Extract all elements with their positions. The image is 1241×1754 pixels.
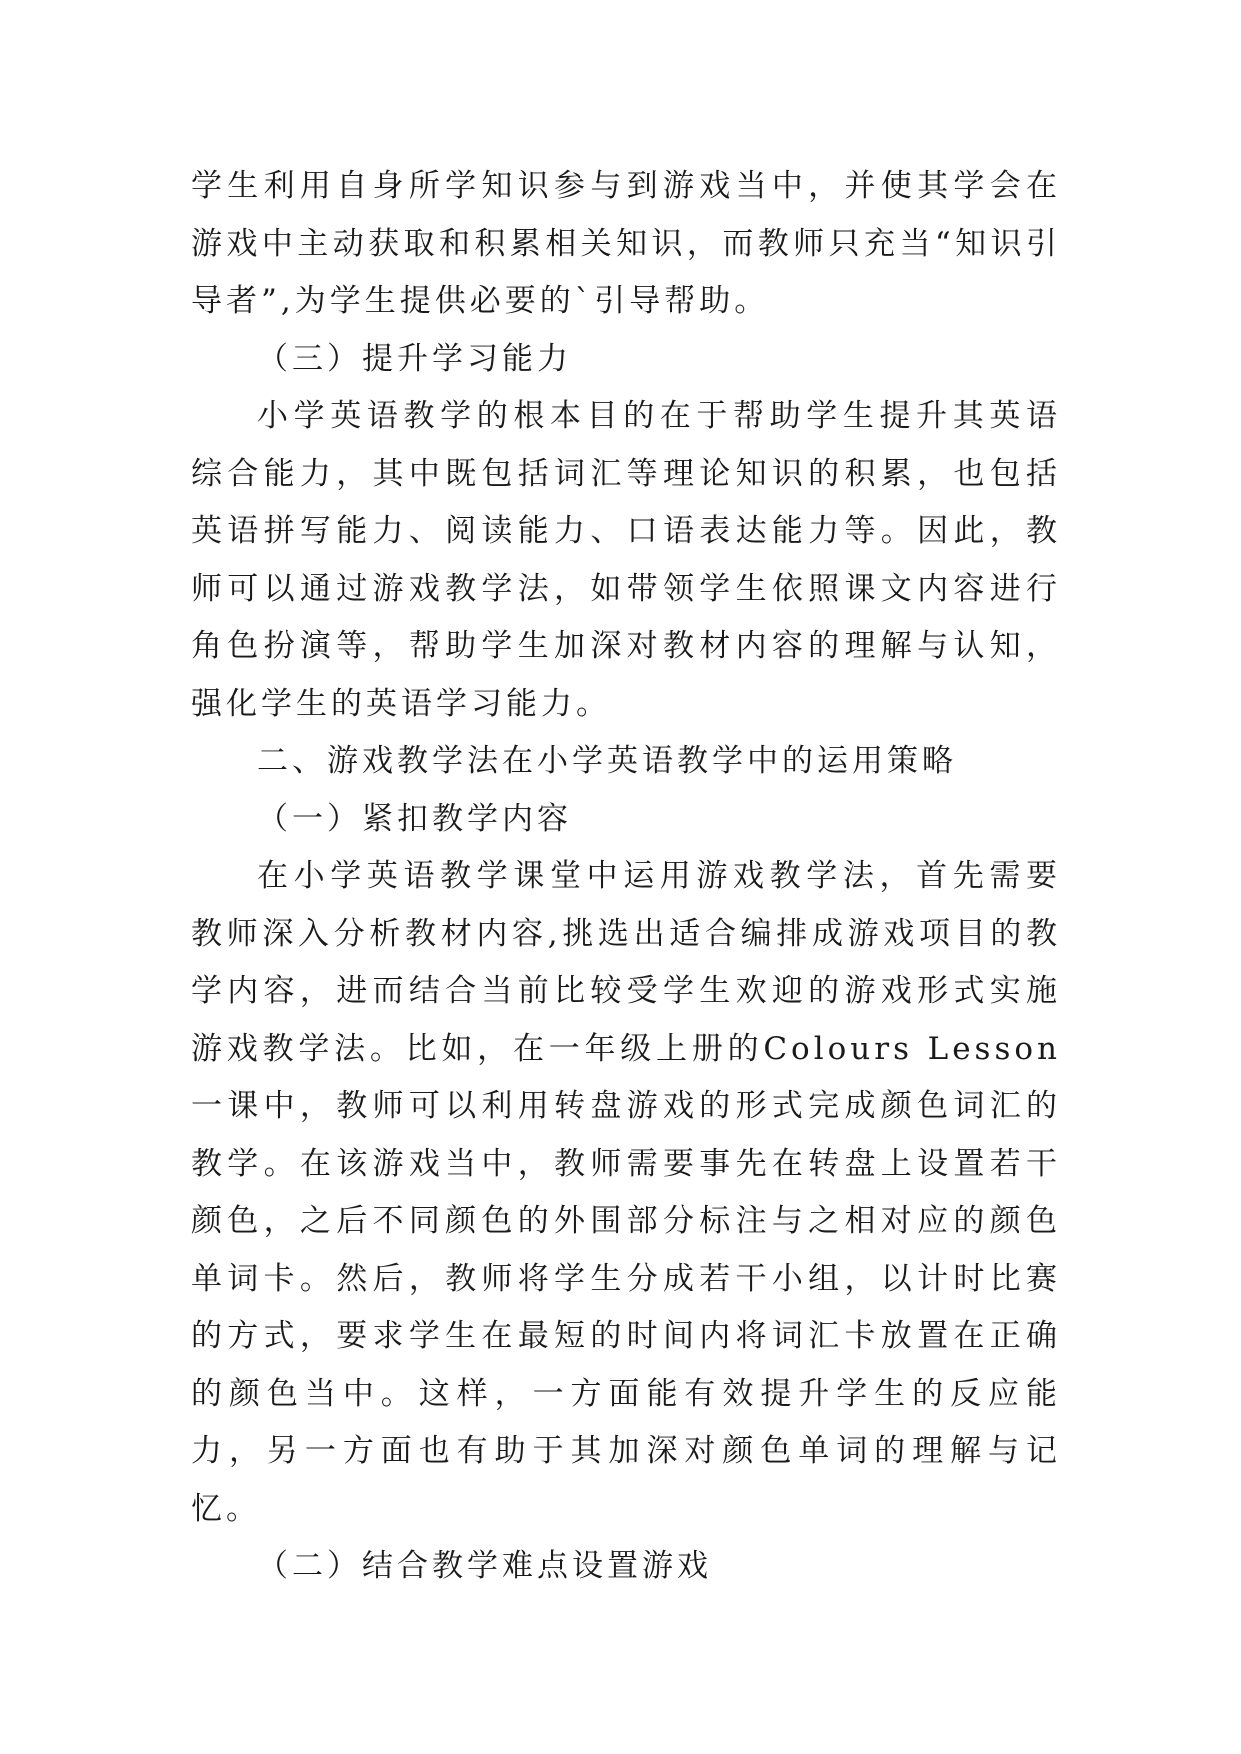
document-body bbox=[191, 158, 1061, 1596]
section-heading-2: （二）结合教学难点设置游戏 bbox=[257, 1548, 712, 1584]
section-heading-1: （一）紧扣教学内容 bbox=[257, 800, 572, 837]
section-heading-3: （三）提升学习能力 bbox=[257, 340, 572, 377]
chapter-heading-2: 二、游戏教学法在小学英语教学中的运用策略 bbox=[257, 743, 957, 779]
paragraph-learning-ability: 小学英语教学的根本目的在于帮助学生提升其英语综合能力，其中既包括词汇等理论知识的积累，也包括英语拼写能力、阅读能力、口语表达能力等。因此，教师可以通过游戏教学法，如带领学生依照课文内容进行角色扮演等，帮助学生加深对教材内容的理解与认知，强化学生的英语学习能力。 bbox=[191, 398, 1061, 722]
paragraph-teaching-content: 在小学英语教学课堂中运用游戏教学法，首先需要教师深入分析教材内容,挑选出适合编排成游戏项目的教学内容，进而结合当前比较受学生欢迎的游戏形式实施游戏教学法。比如，在一年级上册的Colours Lesson 一课中，教师可以利用转盘游戏的形式完成颜色词汇的教学。在该游戏当中，教师需要事先在转盘上设置若干颜色，之后不同颜色的外围部分标注与之相对应的颜色单词卡。然后，教师将学生分成若干小组，以计时比赛的方式，要求学生在最短的时间内将词汇卡放置在正确的颜色当中。这样，一方面能有效提升学生的反应能力，另一方面也有助于其加深对颜色单词的理解与记忆。 bbox=[191, 858, 1061, 1527]
paragraph-continuation: 学生利用自身所学知识参与到游戏当中，并使其学会在游戏中主动获取和积累相关知识，而教师只充当“知识引导者”,为学生提供必要的`引导帮助。 bbox=[191, 168, 1061, 319]
